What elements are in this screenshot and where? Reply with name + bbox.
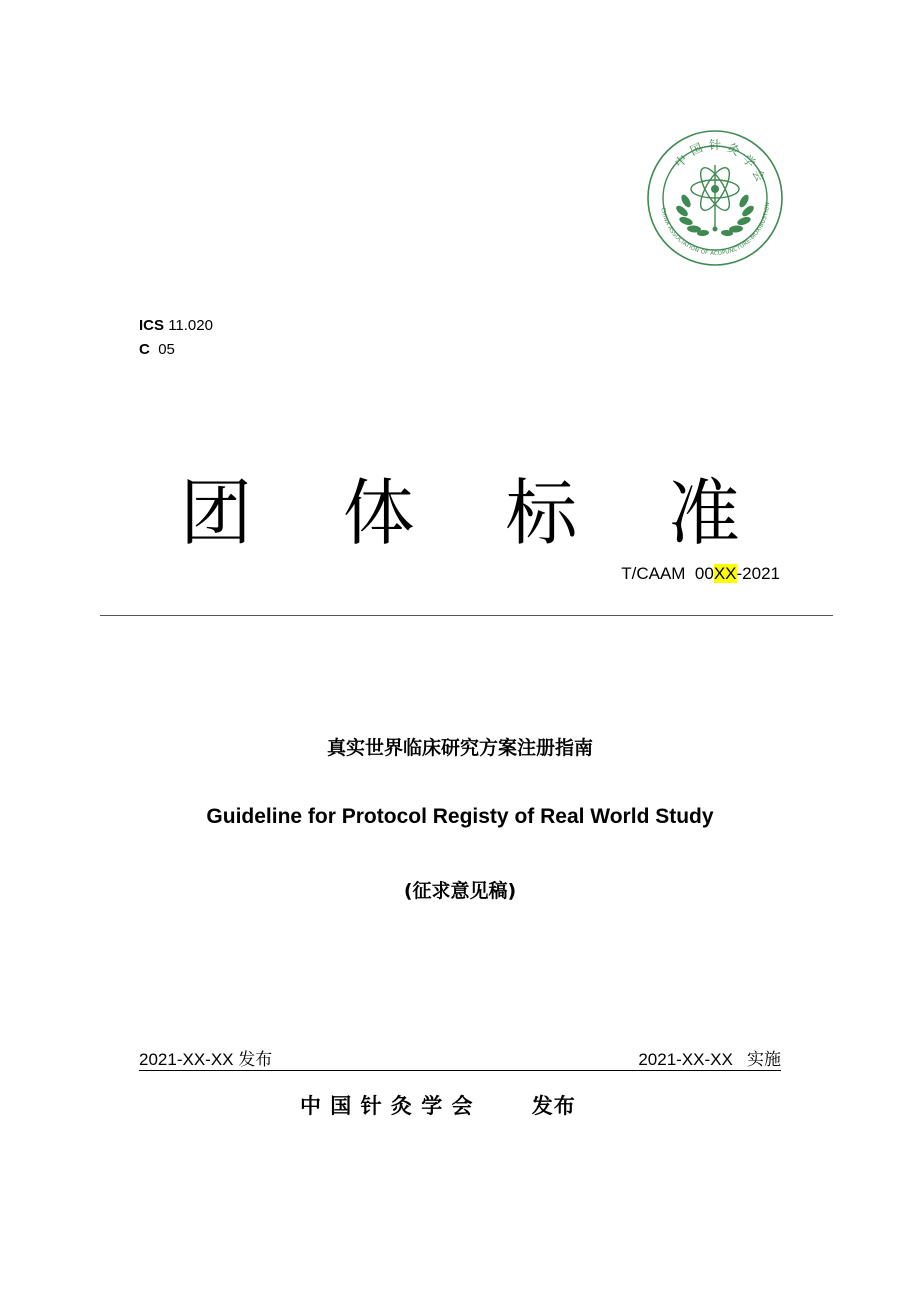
standard-number-highlight: XX xyxy=(713,564,737,583)
standard-number-prefix: T/CAAM 00 xyxy=(621,564,714,583)
publisher-action: 发布 xyxy=(531,1094,576,1118)
publisher-line xyxy=(300,1090,576,1120)
title-english: Guideline for Protocol Registy of Real World Study xyxy=(206,805,714,828)
document-type-heading xyxy=(180,462,740,555)
c-value: 05 xyxy=(158,341,175,358)
release-date-group xyxy=(139,1045,272,1070)
ics-code xyxy=(139,314,213,338)
svg-text:国: 国 xyxy=(687,140,705,159)
header-divider xyxy=(100,615,833,616)
c-label: C xyxy=(139,341,150,358)
ics-label: ICS xyxy=(139,317,165,334)
draft-status: (征求意见稿) xyxy=(403,880,517,902)
publisher-name: 中 国 针 灸 学 会 xyxy=(300,1094,474,1118)
effective-label: 实施 xyxy=(747,1050,781,1070)
svg-text:学: 学 xyxy=(739,151,759,171)
heading-char-3: 标 xyxy=(505,471,578,555)
heading-char-4: 准 xyxy=(667,471,740,555)
svg-text:会: 会 xyxy=(749,166,768,184)
dates-row xyxy=(139,1045,781,1071)
heading-char-2: 体 xyxy=(342,471,415,555)
svg-text:CHINA ASSOCIATION OF ACUPUNCTU: CHINA ASSOCIATION OF ACUPUNCTURE-MOXIBUSTION xyxy=(659,201,772,258)
standard-number-suffix: -2021 xyxy=(736,564,780,583)
standard-number xyxy=(560,564,780,584)
c-code xyxy=(139,338,213,362)
svg-text:中: 中 xyxy=(671,151,691,171)
effective-date: 2021-XX-XX xyxy=(638,1050,733,1069)
association-seal xyxy=(646,129,784,267)
svg-text:灸: 灸 xyxy=(725,140,743,159)
ics-value: 11.020 xyxy=(168,317,213,334)
release-label: 发布 xyxy=(238,1050,273,1070)
effective-date-group xyxy=(638,1045,781,1070)
seal-logo-icon xyxy=(646,129,784,267)
release-date: 2021-XX-XX xyxy=(139,1050,234,1069)
svg-text:针: 针 xyxy=(708,138,722,152)
heading-char-1: 团 xyxy=(180,471,253,555)
classification-codes xyxy=(139,314,213,362)
title-chinese: 真实世界临床研究方案注册指南 xyxy=(326,737,593,759)
